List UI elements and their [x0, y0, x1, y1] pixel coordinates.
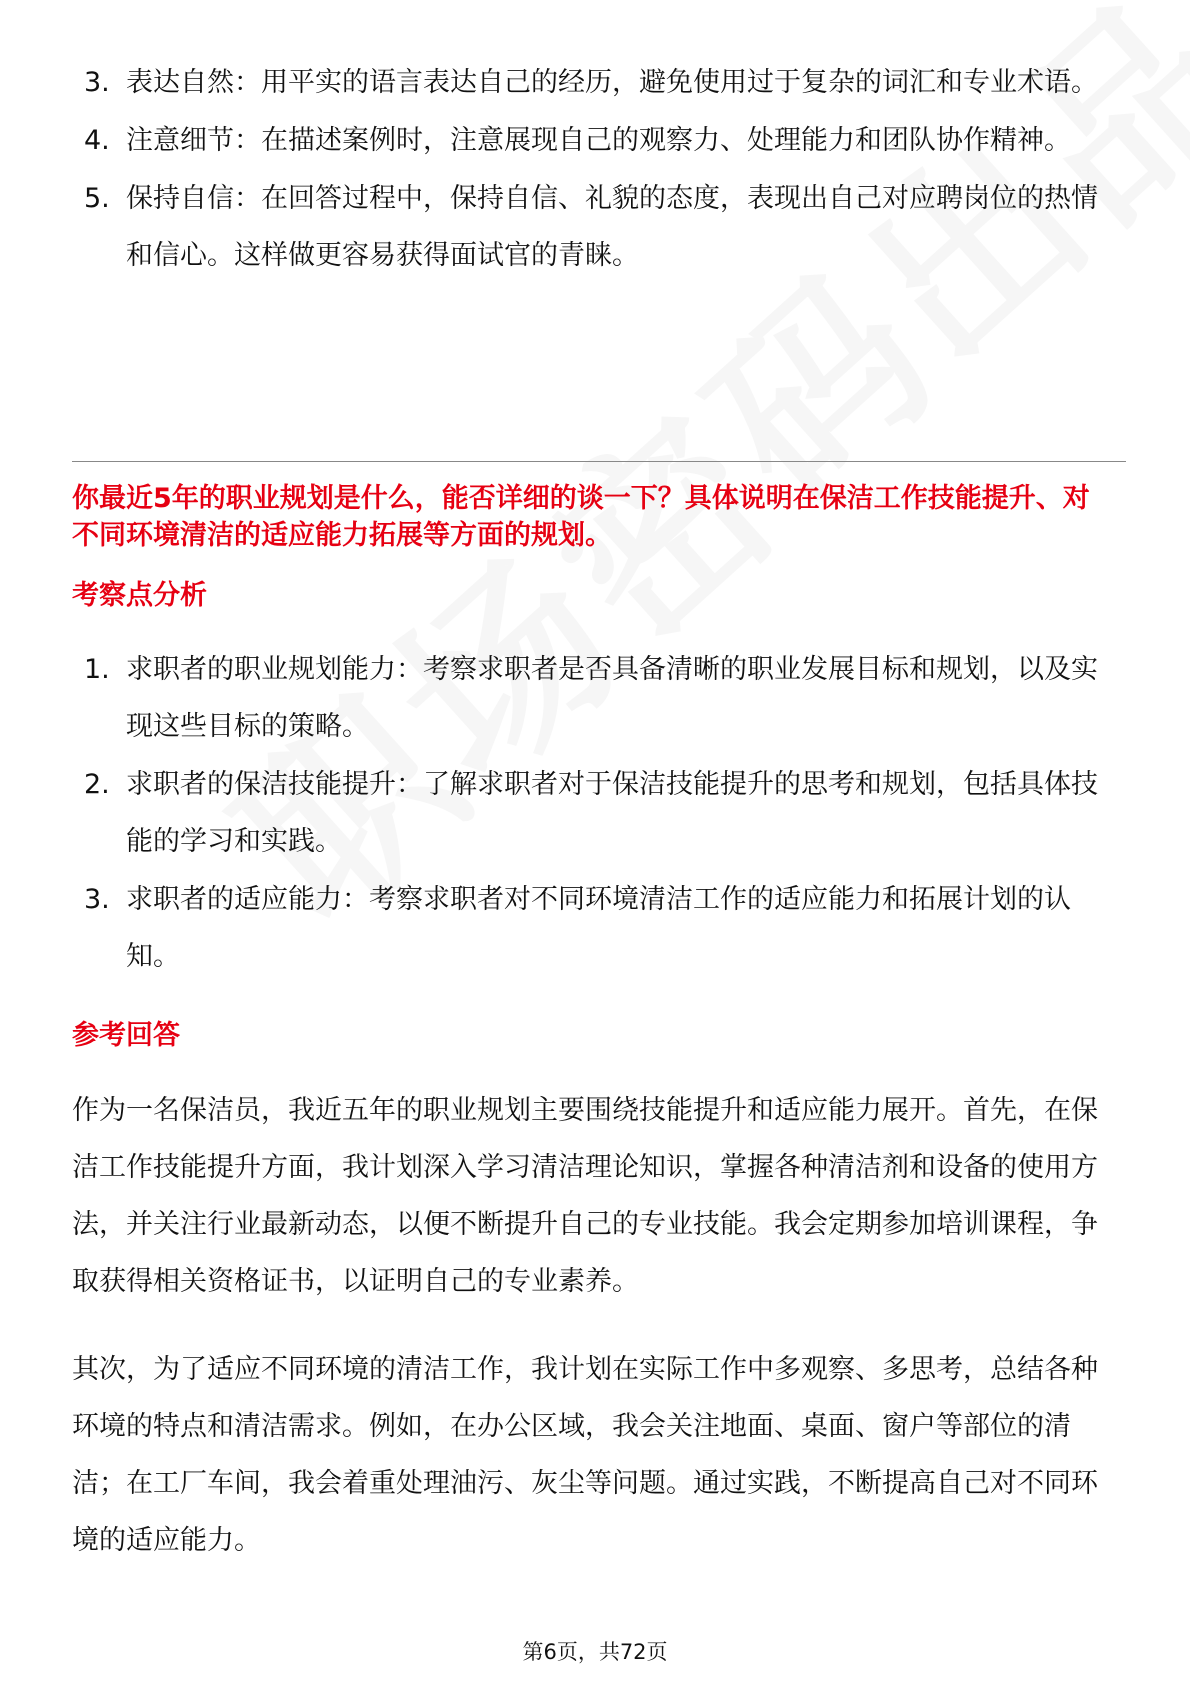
- list-item-number: 4.: [84, 125, 110, 156]
- list-item-text: 求职者的保洁技能提升：了解求职者对于保洁技能提升的思考和规划，包括具体技能的学习和实践。: [126, 769, 1098, 857]
- list-item-number: 3.: [84, 67, 110, 98]
- list-item: [84, 54, 1124, 111]
- list-item: [84, 112, 1124, 169]
- list-item-text: 求职者的职业规划能力：考察求职者是否具备清晰的职业发展目标和规划，以及实现这些目标的策略。: [126, 654, 1098, 742]
- top-tips-list: [84, 54, 1124, 285]
- answer-title: 参考回答: [72, 1020, 180, 1051]
- list-item: [84, 641, 1124, 755]
- list-item-text: 表达自然：用平实的语言表达自己的经历，避免使用过于复杂的词汇和专业术语。: [126, 67, 1098, 98]
- list-item-number: 2.: [84, 769, 110, 800]
- answer-paragraph: 其次，为了适应不同环境的清洁工作，我计划在实际工作中多观察、多思考，总结各种环境的特点和清洁需求。例如，在办公区域，我会关注地面、桌面、窗户等部位的清洁；在工厂车间，我会着重处理油污、灰尘等问题。通过实践，不断提高自己对不同环境的适应能力。: [72, 1354, 1098, 1556]
- page-number: 第6页，共72页: [522, 1640, 668, 1664]
- list-item-text: 注意细节：在描述案例时，注意展现自己的观察力、处理能力和团队协作精神。: [126, 125, 1071, 156]
- list-item-number: 1.: [84, 654, 110, 685]
- list-item-text: 保持自信：在回答过程中，保持自信、礼貌的态度，表现出自己对应聘岗位的热情和信心。这样做更容易获得面试官的青睐。: [126, 183, 1098, 271]
- interview-question: 你最近5年的职业规划是什么，能否详细的谈一下？具体说明在保洁工作技能提升、对不同环境清洁的适应能力拓展等方面的规划。: [72, 483, 1090, 551]
- analysis-list: [84, 641, 1124, 986]
- answer-paragraph: 作为一名保洁员，我近五年的职业规划主要围绕技能提升和适应能力展开。首先，在保洁工作技能提升方面，我计划深入学习清洁理论知识，掌握各种清洁剂和设备的使用方法，并关注行业最新动态，以便不断提升自己的专业技能。我会定期参加培训课程，争取获得相关资格证书，以证明自己的专业素养。: [72, 1095, 1098, 1297]
- list-item-number: 5.: [84, 183, 110, 214]
- list-item-number: 3.: [84, 884, 110, 915]
- list-item: [84, 170, 1124, 284]
- section-divider: [72, 461, 1126, 462]
- list-item: [84, 756, 1124, 870]
- list-item: [84, 871, 1124, 985]
- analysis-title: 考察点分析: [72, 580, 207, 611]
- list-item-text: 求职者的适应能力：考察求职者对不同环境清洁工作的适应能力和拓展计划的认知。: [126, 884, 1071, 972]
